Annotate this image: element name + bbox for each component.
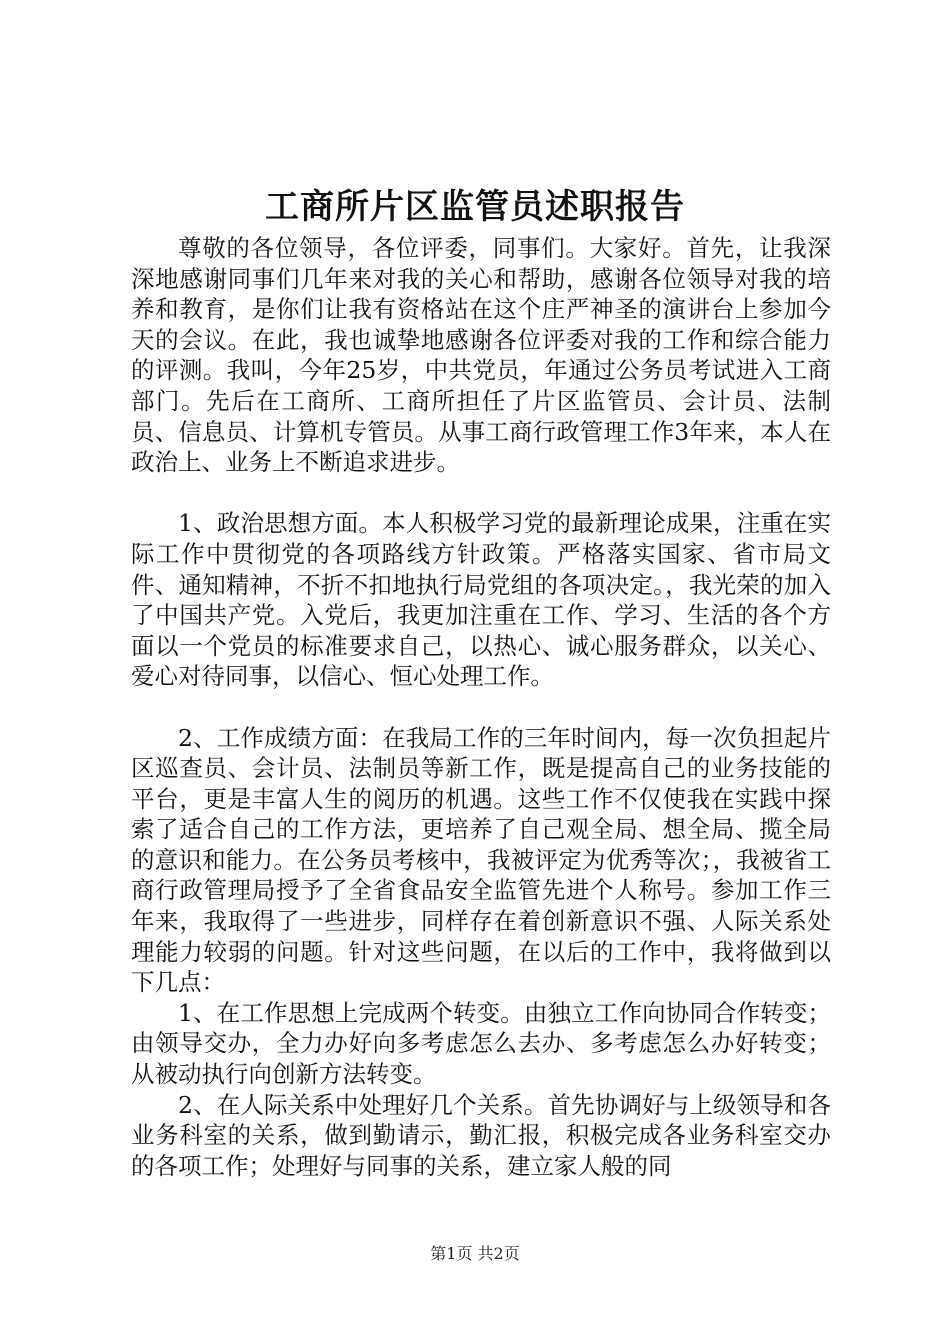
paragraph-point-1: 1、在工作思想上完成两个转变。由独立工作向协同合作转变；由领导交办，全力办好向多考虑怎么去办、多考虑怎么办好转变；从被动执行向创新方法转变。 bbox=[131, 998, 831, 1089]
paragraph-intro: 尊敬的各位领导，各位评委，同事们。大家好。首先，让我深深地感谢同事们几年来对我的关心和帮助，感谢各位领导对我的培养和教育，是你们让我有资格站在这个庄严神圣的演讲台上参加今天的会议。在此，我也诚挚地感谢各位评委对我的工作和综合能力的评测。我叫，今年25岁，中共党员，年通过公务员考试进入工商部门。先后在工商所、工商所担任了片区监管员、会计员、法制员、信息员、计算机专管员。从事工商行政管理工作3年来，本人在政治上、业务上不断追求进步。 bbox=[131, 234, 831, 477]
document-title: 工商所片区监管员述职报告 bbox=[265, 187, 685, 227]
page-number: 第1页 共2页 bbox=[430, 1244, 520, 1263]
paragraph-political: 1、政治思想方面。本人积极学习党的最新理论成果，注重在实际工作中贯彻党的各项路线方针政策。严格落实国家、省市局文件、通知精神，不折不扣地执行局党组的各项决定。，我光荣的加入了中国共产党。入党后，我更加注重在工作、学习、生活的各个方面以一个党员的标准要求自己，以热心、诚心服务群众，以关心、爱心对待同事，以信心、恒心处理工作。 bbox=[131, 509, 831, 691]
paragraph-point-2: 2、在人际关系中处理好几个关系。首先协调好与上级领导和各业务科室的关系，做到勤请示，勤汇报，积极完成各业务科室交办的各项工作；处理好与同事的关系，建立家人般的同 bbox=[131, 1090, 831, 1180]
paragraph-achievements: 2、工作成绩方面：在我局工作的三年时间内，每一次负担起片区巡查员、会计员、法制员等新工作，既是提高自己的业务技能的平台，更是丰富人生的阅历的机遇。这些工作不仅使我在实践中探索了适合自己的工作方法，更培养了自己观全局、想全局、揽全局的意识和能力。在公务员考核中，我被评定为优秀等次；，我被省工商行政管理局授予了全省食品安全监管先进个人称号。参加工作三年来，我取得了一些进步，同样存在着创新意识不强、人际关系处理能力较弱的问题。针对这些问题，在以后的工作中，我将做到以下几点： bbox=[131, 723, 831, 997]
document-body bbox=[131, 233, 831, 1181]
